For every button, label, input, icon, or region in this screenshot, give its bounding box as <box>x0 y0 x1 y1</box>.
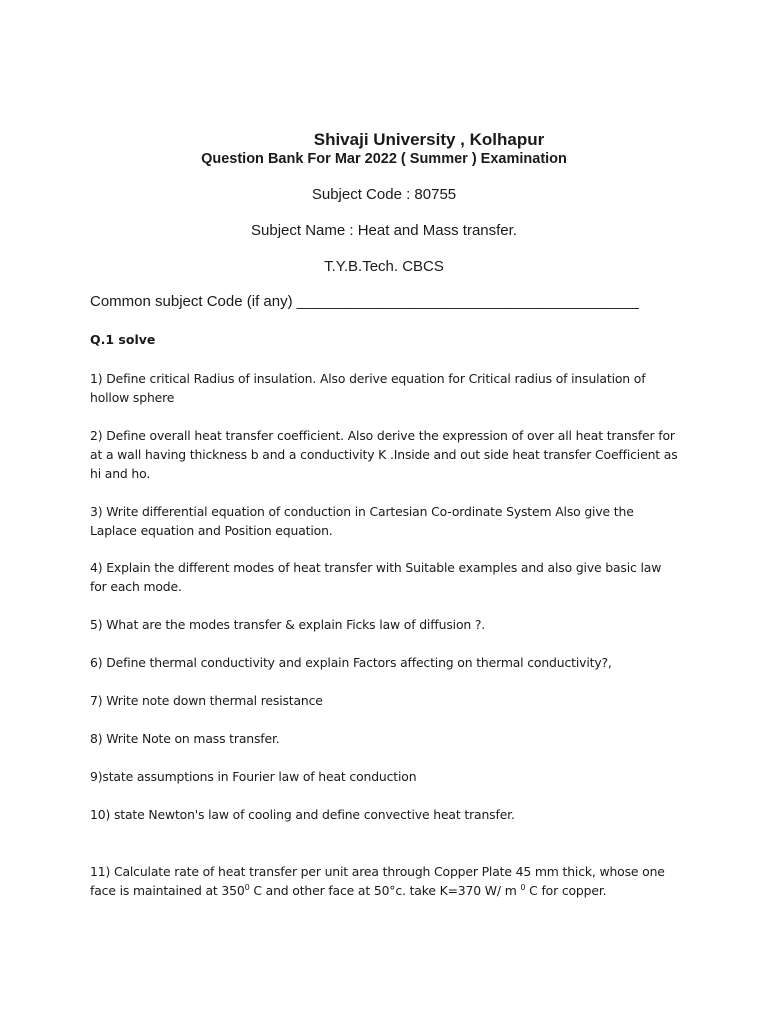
program-name: T.Y.B.Tech. CBCS <box>324 258 444 275</box>
question-9: 9)state assumptions in Fourier law of heat conduction <box>90 769 417 784</box>
question-8: 8) Write Note on mass transfer. <box>90 731 280 746</box>
superscript-degree: 0 <box>244 882 250 892</box>
university-title: Shivaji University , Kolhapur <box>313 130 545 149</box>
question-10: 10) state Newton's law of cooling and define convective heat transfer. <box>90 807 515 822</box>
question-5: 5) What are the modes transfer & explain Ficks law of diffusion ?. <box>90 617 486 632</box>
subject-name: Subject Name : Heat and Mass transfer. <box>251 222 517 239</box>
question-4: 4) Explain the different modes of heat transfer with Suitable examples and also give basic law for each mode. <box>90 560 662 594</box>
common-subject-code: Common subject Code (if any) _________________________________________ <box>90 293 639 310</box>
question-11 <box>90 862 680 900</box>
question-1: 1) Define critical Radius of insulation. Also derive equation for Critical radius of insulation of hollow sphere <box>90 371 646 405</box>
question-6: 6) Define thermal conductivity and explain Factors affecting on thermal conductivity?, <box>90 655 612 670</box>
question-3: 3) Write differential equation of conduction in Cartesian Co-ordinate System Also give the Laplace equation and Position equation. <box>90 504 634 538</box>
question-2: 2) Define overall heat transfer coefficient. Also derive the expression of over all heat transfer for at a wall having thickness b and a conductivity K .Inside and out side heat transfer Coefficient as hi and ho. <box>90 428 678 481</box>
subject-code: Subject Code : 80755 <box>311 186 457 203</box>
question-11-text-a: 11) Calculate rate of heat transfer per unit area through Copper Plate 45 mm thick, whose one face is maintained at 350 <box>90 864 665 898</box>
question-11-text-b: C and other face at 50°c. take K=370 W/ m <box>249 883 521 898</box>
superscript-degree: 0 <box>520 882 526 892</box>
exam-title: Question Bank For Mar 2022 ( Summer ) Examination <box>201 151 567 167</box>
question-7: 7) Write note down thermal resistance <box>90 693 323 708</box>
section-heading: Q.1 solve <box>90 332 156 347</box>
question-11-text-c: C for copper. <box>525 883 607 898</box>
